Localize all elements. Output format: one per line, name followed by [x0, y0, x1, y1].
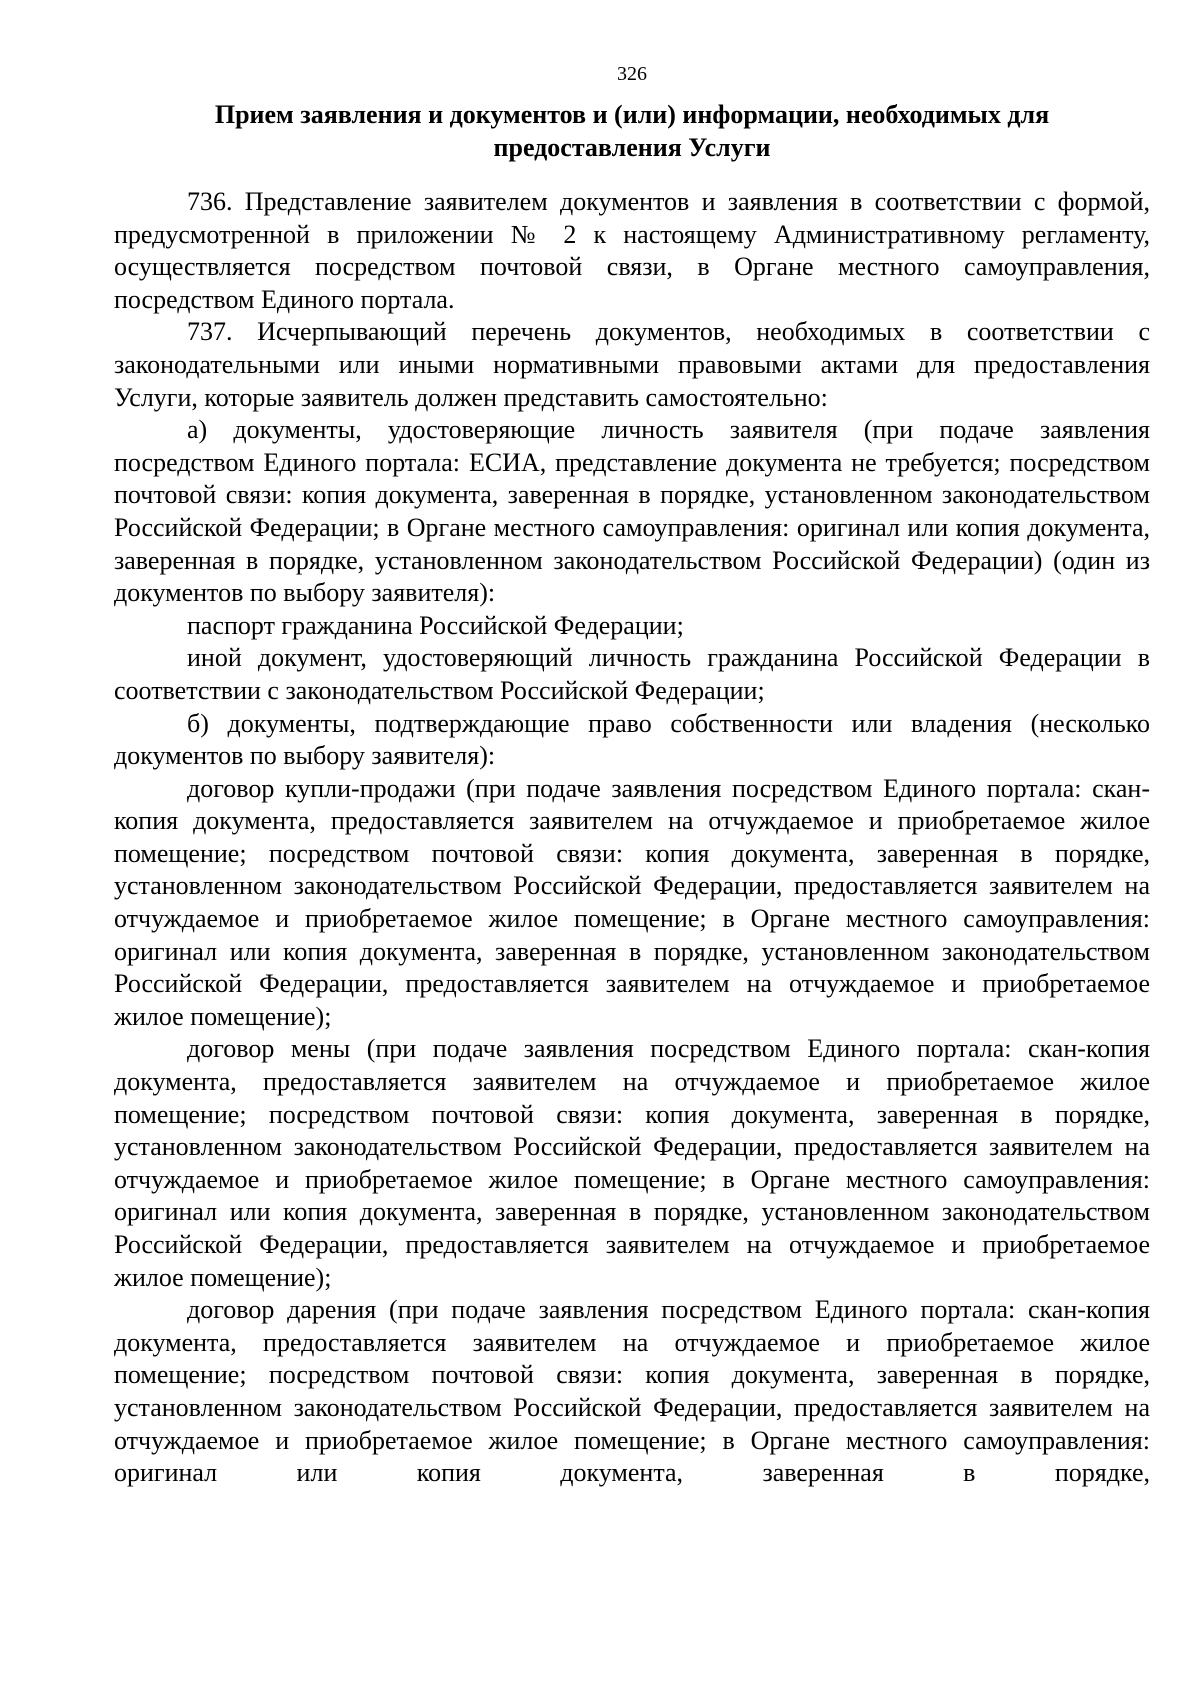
paragraph-item-b: б) документы, подтверждающие право собственности или владения (несколько документов по выбору заявителя):	[114, 708, 1150, 771]
paragraph-737: 737. Исчерпывающий перечень документов, необходимых в соответствии с законодательными или иными нормативными правовыми актами для предоставления Услуги, которые заявитель должен представить самостоятельно:	[114, 317, 1150, 412]
paragraph-item-a: а) документы, удостоверяющие личность заявителя (при подаче заявления посредством Единого портала: ЕСИА, представление документа не требуется; посредством почтовой связи: копия документа, заверенная в порядке, установленном законодательством Российской Федерации; в Органе местного самоуправления: оригинал или копия документа, заверенная в порядке, установленном законодательством Российской Федерации) (один из документов по выбору заявителя):	[114, 415, 1150, 608]
section-heading-line-1: Прием заявления и документов и (или) информации, необходимых для	[214, 100, 1050, 129]
paragraph-736: 736. Представление заявителем документов и заявления в соответствии с формой, предусмотренной в приложении № 2 к настоящему Административному регламенту, осуществляется посредством почтовой связи, в Органе местного самоуправления, посредством Единого портала.	[114, 187, 1150, 314]
paragraph-passport: паспорт гражданина Российской Федерации;	[187, 610, 684, 640]
section-heading-line-2: предоставления Услуги	[493, 133, 771, 162]
paragraph-sale-contract: договор купли-продажи (при подаче заявления посредством Единого портала: скан-копия документа, предоставляется заявителем на отчуждаемое и приобретаемое жилое помещение; посредством почтовой связи: копия документа, заверенная в порядке, установленном законодательством Российской Федерации, предоставляется заявителем на отчуждаемое и приобретаемое жилое помещение; в Органе местного самоуправления: оригинал или копия документа, заверенная в порядке, установленном законодательством Российской Федерации, предоставляется заявителем на отчуждаемое и приобретаемое жилое помещение);	[114, 773, 1150, 1031]
paragraph-gift-contract: договор дарения (при подаче заявления посредством Единого портала: скан-копия документа, предоставляется заявителем на отчуждаемое и приобретаемое жилое помещение; посредством почтовой связи: копия документа, заверенная в порядке, установленном законодательством Российской Федерации, предоставляется заявителем на отчуждаемое и приобретаемое жилое помещение; в Органе местного самоуправления: оригинал или копия документа, заверенная в порядке,	[114, 1295, 1150, 1488]
page-number: 326	[617, 63, 647, 85]
document-page	[114, 62, 1150, 1490]
paragraph-other-id-document: иной документ, удостоверяющий личность гражданина Российской Федерации в соответствии с законодательством Российской Федерации;	[114, 643, 1150, 705]
section-heading	[114, 98, 1150, 164]
paragraph-exchange-contract: договор мены (при подаче заявления посредством Единого портала: скан-копия документа, предоставляется заявителем на отчуждаемое и приобретаемое жилое помещение; посредством почтовой связи: копия документа, заверенная в порядке, установленном законодательством Российской Федерации, предоставляется заявителем на отчуждаемое и приобретаемое жилое помещение; в Органе местного самоуправления: оригинал или копия документа, заверенная в порядке, установленном законодательством Российской Федерации, предоставляется заявителем на отчуждаемое и приобретаемое жилое помещение);	[114, 1034, 1150, 1292]
